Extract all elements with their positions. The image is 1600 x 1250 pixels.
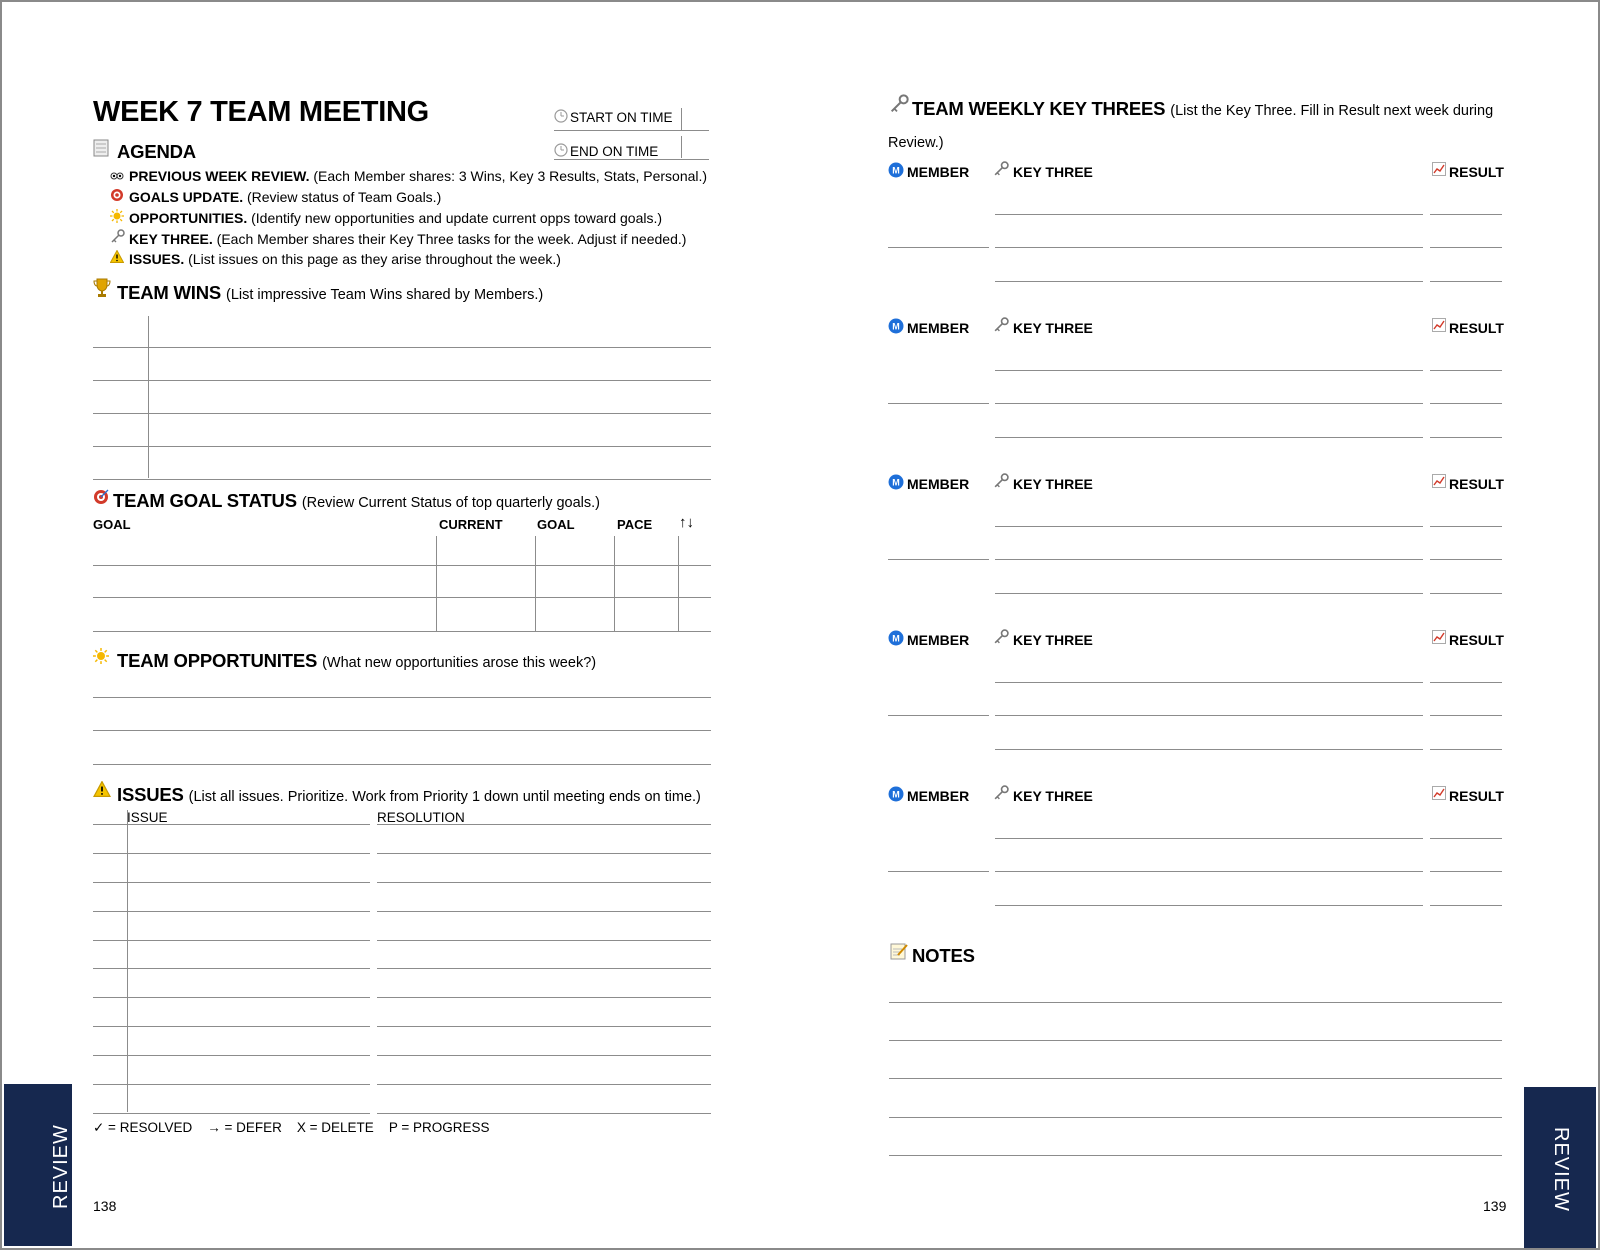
- page-number-left: 138: [93, 1198, 117, 1214]
- result-line: [1430, 871, 1502, 872]
- key-three-line: [995, 871, 1423, 872]
- agenda-heading: AGENDA: [117, 141, 196, 162]
- member-label: MEMBER: [907, 632, 970, 648]
- goal-col-trend: ↑↓: [679, 514, 694, 531]
- issue-row-line: [93, 1113, 370, 1114]
- key-icon: [993, 317, 1009, 338]
- issue-row-line: [93, 853, 370, 854]
- issue-row-line: [93, 997, 370, 998]
- page-title: WEEK 7 TEAM MEETING: [93, 96, 429, 128]
- result-line: [1430, 403, 1502, 404]
- sun-icon: [110, 209, 124, 228]
- result-line: [1430, 247, 1502, 248]
- agenda-item-5: ISSUES. (List issues on this page as they arise throughout the week.): [129, 251, 561, 267]
- target-icon: [110, 188, 124, 207]
- key-three-line: [995, 247, 1423, 248]
- member-icon: [888, 786, 904, 807]
- member-icon: [888, 318, 904, 339]
- issue-row-line: [93, 911, 370, 912]
- key-three-label: KEY THREE: [1013, 320, 1093, 336]
- member-label: MEMBER: [907, 476, 970, 492]
- goal-col-goal-target: GOAL: [537, 517, 575, 532]
- goal-col-goal: GOAL: [93, 517, 131, 532]
- result-line: [1430, 715, 1502, 716]
- key-three-line: [995, 905, 1423, 906]
- key-three-line: [995, 715, 1423, 716]
- end-on-time: [554, 141, 568, 159]
- resolution-row-line: [377, 882, 711, 883]
- svg-text:M: M: [892, 165, 900, 176]
- member-line: [888, 403, 989, 404]
- key-icon: [993, 785, 1009, 806]
- resolution-row-line: [377, 1113, 711, 1114]
- issue-row-line: [93, 940, 370, 941]
- member-line: [888, 715, 989, 716]
- key-three-line: [995, 214, 1423, 215]
- resolution-row-line: [377, 1055, 711, 1056]
- issues-heading: ISSUES (List all issues. Prioritize. Work from Priority 1 down until meeting ends on time.): [117, 784, 701, 805]
- goal-col-current: CURRENT: [439, 517, 503, 532]
- member-line: [888, 559, 989, 560]
- end-on-time-label: END ON TIME: [570, 144, 659, 159]
- member-icon: [888, 474, 904, 495]
- eyes-icon: [110, 168, 124, 186]
- key-threes-heading: TEAM WEEKLY KEY THREES (List the Key Three. Fill in Result next week during: [912, 98, 1494, 119]
- result-line: [1430, 682, 1502, 683]
- key-icon: [889, 94, 909, 119]
- review-tab-left: REVIEW: [4, 1084, 72, 1246]
- result-label: RESULT: [1449, 632, 1504, 648]
- agenda-item-2: GOALS UPDATE. (Review status of Team Goals.): [129, 189, 442, 205]
- member-icon: [888, 630, 904, 651]
- member-label: MEMBER: [907, 320, 970, 336]
- chart-icon: [1432, 162, 1446, 181]
- goal-col-pace: PACE: [617, 517, 653, 532]
- opportunities-heading: TEAM OPPORTUNITES (What new opportunities arose this week?): [117, 650, 597, 671]
- warning-icon: [93, 781, 111, 802]
- svg-text:M: M: [892, 321, 900, 332]
- notes-heading: NOTES: [912, 945, 975, 966]
- result-line: [1430, 838, 1502, 839]
- svg-text:M: M: [892, 789, 900, 800]
- result-label: RESULT: [1449, 788, 1504, 804]
- agenda-item-4: KEY THREE. (Each Member shares their Key Three tasks for the week. Adjust if needed.): [129, 231, 687, 247]
- key-icon: [993, 161, 1009, 182]
- issue-row-line: [93, 1026, 370, 1027]
- issue-legend: ✓ = RESOLVED → = DEFER X = DELETE P = PROGRESS: [93, 1120, 490, 1135]
- key-three-line: [995, 682, 1423, 683]
- resolution-row-line: [377, 853, 711, 854]
- key-three-line: [995, 526, 1423, 527]
- chart-icon: [1432, 318, 1446, 337]
- key-three-line: [995, 838, 1423, 839]
- page-number-right: 139: [1483, 1198, 1507, 1214]
- result-label: RESULT: [1449, 164, 1504, 180]
- resolution-row-line: [377, 968, 711, 969]
- key-icon: [993, 629, 1009, 650]
- key-icon: [110, 229, 125, 249]
- member-icon: [888, 162, 904, 183]
- agenda-item-1: PREVIOUS WEEK REVIEW. (Each Member shares: 3 Wins, Key 3 Results, Stats, Personal.): [129, 168, 708, 184]
- resolution-row-line: [377, 997, 711, 998]
- chart-icon: [1432, 474, 1446, 493]
- key-three-label: KEY THREE: [1013, 632, 1093, 648]
- result-line: [1430, 749, 1502, 750]
- result-line: [1430, 559, 1502, 560]
- target-icon: [93, 489, 109, 510]
- resolution-row-line: [377, 824, 711, 825]
- key-three-label: KEY THREE: [1013, 788, 1093, 804]
- member-label: MEMBER: [907, 164, 970, 180]
- clock-icon: [554, 143, 568, 157]
- result-line: [1430, 905, 1502, 906]
- resolution-row-line: [377, 911, 711, 912]
- result-label: RESULT: [1449, 476, 1504, 492]
- resolution-row-line: [377, 1084, 711, 1085]
- clock-icon: [554, 109, 568, 123]
- chart-icon: [1432, 786, 1446, 805]
- key-three-line: [995, 593, 1423, 594]
- start-on-time-label: START ON TIME: [570, 110, 673, 125]
- sun-icon: [93, 648, 109, 669]
- goal-status-heading: TEAM GOAL STATUS (Review Current Status of top quarterly goals.): [113, 490, 600, 511]
- key-three-line: [995, 281, 1423, 282]
- memo-icon: [890, 942, 908, 965]
- result-line: [1430, 281, 1502, 282]
- key-three-line: [995, 559, 1423, 560]
- result-label: RESULT: [1449, 320, 1504, 336]
- result-line: [1430, 214, 1502, 215]
- result-line: [1430, 593, 1502, 594]
- start-on-time: [554, 107, 568, 125]
- review-tab-right: REVIEW: [1524, 1087, 1596, 1248]
- trophy-icon: [93, 278, 111, 303]
- chart-icon: [1432, 630, 1446, 649]
- warning-icon: [110, 250, 124, 268]
- agenda-item-3: OPPORTUNITIES. (Identify new opportunities and update current opps toward goals.): [129, 210, 663, 226]
- notepad-icon: [93, 139, 109, 162]
- issue-row-line: [93, 824, 370, 825]
- result-line: [1430, 526, 1502, 527]
- issue-row-line: [93, 1055, 370, 1056]
- issue-col-resolution: RESOLUTION: [377, 810, 465, 825]
- key-icon: [993, 473, 1009, 494]
- key-three-line: [995, 437, 1423, 438]
- key-three-line: [995, 403, 1423, 404]
- key-three-label: KEY THREE: [1013, 164, 1093, 180]
- member-label: MEMBER: [907, 788, 970, 804]
- resolution-row-line: [377, 940, 711, 941]
- result-line: [1430, 437, 1502, 438]
- issue-row-line: [93, 1084, 370, 1085]
- key-three-line: [995, 749, 1423, 750]
- team-wins-heading: TEAM WINS (List impressive Team Wins shared by Members.): [117, 282, 544, 303]
- issue-col-issue: ISSUE: [127, 810, 168, 825]
- result-line: [1430, 370, 1502, 371]
- svg-text:M: M: [892, 633, 900, 644]
- key-three-line: [995, 370, 1423, 371]
- member-line: [888, 871, 989, 872]
- key-threes-sub-line2: Review.): [888, 135, 944, 151]
- resolution-row-line: [377, 1026, 711, 1027]
- key-three-label: KEY THREE: [1013, 476, 1093, 492]
- issue-row-line: [93, 968, 370, 969]
- member-line: [888, 247, 989, 248]
- svg-text:M: M: [892, 477, 900, 488]
- issue-row-line: [93, 882, 370, 883]
